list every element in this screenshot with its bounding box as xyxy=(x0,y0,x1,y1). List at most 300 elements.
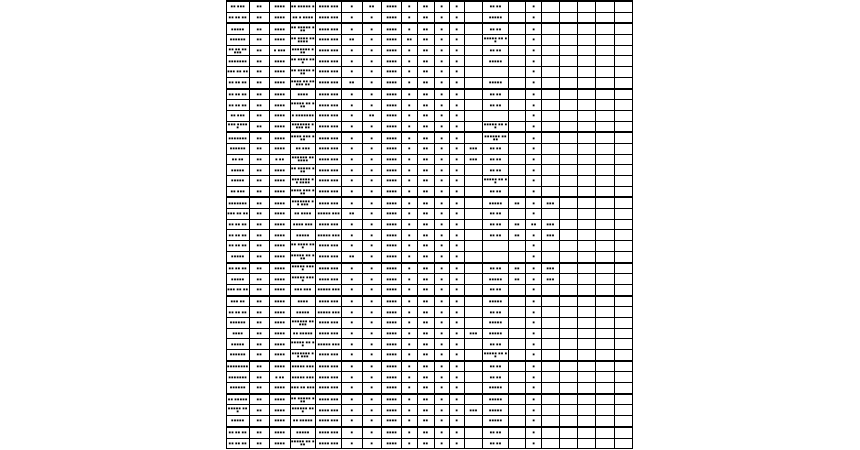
table-cell xyxy=(464,284,482,295)
table-cell: ■ xyxy=(402,100,417,111)
table-cell xyxy=(614,165,633,176)
table-cell: ■■ xyxy=(249,176,269,187)
table-cell: ■ xyxy=(449,394,464,405)
table-cell: ■■ xyxy=(249,165,269,176)
table-cell: ■ xyxy=(526,176,542,187)
table-cell xyxy=(559,56,577,67)
table-cell: ■ xyxy=(342,143,362,154)
table-cell xyxy=(542,438,559,449)
table-cell: ■■■■■ xyxy=(483,12,509,23)
table-cell: ■■■■ ■■ ■■■■■ ■■ xyxy=(290,77,316,88)
table-cell: ■ xyxy=(449,143,464,154)
table-cell xyxy=(542,394,559,405)
table-cell xyxy=(596,307,614,318)
table-cell: ■■ xyxy=(417,45,434,56)
table-cell: ■■ ■■ ■■ xyxy=(227,100,250,111)
table-cell: ■ xyxy=(402,251,417,262)
table-cell: ■ xyxy=(362,77,381,88)
table-cell: ■■ xyxy=(249,307,269,318)
table-cell: ■■ xyxy=(249,219,269,230)
table-cell xyxy=(596,328,614,339)
table-cell: ■■■■ xyxy=(382,230,402,241)
table-cell: ■■■■■■■ xyxy=(227,56,250,67)
table-cell: ■ xyxy=(362,89,381,100)
table-cell: ■■■■ xyxy=(290,296,316,307)
table-cell: ■ xyxy=(342,23,362,34)
table-cell: ■■■■ xyxy=(382,350,402,361)
table-cell: ■■ ■■■ xyxy=(290,143,316,154)
table-cell: ■ xyxy=(449,372,464,383)
table-cell xyxy=(614,209,633,220)
table-cell: ■■■■ xyxy=(382,45,402,56)
table-cell: ■■■■ ■■■ xyxy=(316,56,342,67)
table-cell xyxy=(464,307,482,318)
table-cell: ■■ xyxy=(417,427,434,438)
table-cell xyxy=(614,372,633,383)
table-cell: ■ xyxy=(342,427,362,438)
table-cell xyxy=(577,1,595,12)
table-cell: ■■■■ xyxy=(382,165,402,176)
table-cell xyxy=(559,209,577,220)
table-cell: ■■■■ xyxy=(382,77,402,88)
table-cell: ■■■■ xyxy=(270,197,290,208)
table-row xyxy=(227,143,633,154)
table-cell: ■■■ ■■ ■■■ xyxy=(290,383,316,394)
table-cell: ■ xyxy=(342,372,362,383)
table-cell xyxy=(596,284,614,295)
table-cell xyxy=(577,361,595,372)
table-cell xyxy=(464,394,482,405)
table-cell: ■ xyxy=(526,361,542,372)
table-cell: ■ xyxy=(402,67,417,78)
table-cell: ■■ xyxy=(417,372,434,383)
table-cell xyxy=(542,284,559,295)
table-cell: ■ xyxy=(449,296,464,307)
table-cell xyxy=(614,241,633,252)
table-cell: ■■■■■ ■■ ■■ xyxy=(290,339,316,350)
table-cell xyxy=(559,405,577,416)
table-cell: ■■ xyxy=(417,1,434,12)
table-row xyxy=(227,100,633,111)
table-cell xyxy=(509,77,526,88)
table-cell: ■■ ■ ■■■■ xyxy=(290,12,316,23)
table-cell: ■■ xyxy=(249,23,269,34)
table-cell xyxy=(559,77,577,88)
table-row xyxy=(227,274,633,285)
table-cell: ■ xyxy=(449,209,464,220)
table-cell xyxy=(577,89,595,100)
table-cell: ■ xyxy=(434,307,449,318)
table-cell xyxy=(614,132,633,143)
table-cell: ■ xyxy=(526,89,542,100)
table-cell: ■■ xyxy=(249,317,269,328)
table-cell xyxy=(559,317,577,328)
table-cell xyxy=(596,339,614,350)
table-cell: ■■ xyxy=(342,251,362,262)
table-cell: ■ xyxy=(434,263,449,274)
table-cell xyxy=(559,383,577,394)
table-cell: ■ xyxy=(402,394,417,405)
table-cell xyxy=(614,35,633,46)
table-cell: ■■■■■■ ■■ ■■■■ xyxy=(290,154,316,165)
table-cell: ■ xyxy=(362,274,381,285)
table-cell xyxy=(577,394,595,405)
table-row xyxy=(227,77,633,88)
table-cell: ■■■■ xyxy=(270,67,290,78)
table-cell: ■ xyxy=(342,67,362,78)
table-cell: ■■ ■■ xyxy=(483,438,509,449)
table-cell: ■■■■ ■■■ xyxy=(316,165,342,176)
table-cell: ■ xyxy=(434,274,449,285)
table-cell xyxy=(614,89,633,100)
table-cell xyxy=(509,438,526,449)
table-cell: ■ xyxy=(402,296,417,307)
table-cell: ■■■■ xyxy=(270,12,290,23)
table-cell xyxy=(614,56,633,67)
table-cell xyxy=(596,296,614,307)
table-cell: ■ xyxy=(526,350,542,361)
table-cell: ■■■■■ xyxy=(290,307,316,318)
table-cell: ■■ ■■ xyxy=(483,284,509,295)
table-cell: ■ xyxy=(362,176,381,187)
table-cell: ■■■ xyxy=(464,328,482,339)
table-cell: ■ xyxy=(434,328,449,339)
table-row xyxy=(227,317,633,328)
table-cell: ■■ xyxy=(342,77,362,88)
table-cell: ■ xyxy=(362,394,381,405)
table-cell: ■■■■ xyxy=(382,132,402,143)
table-cell: ■■ ■■■■■ xyxy=(290,416,316,427)
table-cell: ■■ xyxy=(417,132,434,143)
table-cell: ■ xyxy=(402,12,417,23)
table-cell: ■■ ■■ xyxy=(483,361,509,372)
table-cell xyxy=(542,350,559,361)
table-cell: ■■ ■■ xyxy=(483,89,509,100)
table-cell: ■■ ■■ xyxy=(483,209,509,220)
table-cell: ■■■■■ xyxy=(290,230,316,241)
table-cell: ■■■■■ ■■■ xyxy=(227,405,250,416)
table-cell: ■■■■ xyxy=(382,317,402,328)
table-cell: ■■ xyxy=(249,241,269,252)
table-cell: ■ xyxy=(402,405,417,416)
table-cell: ■ xyxy=(362,328,381,339)
table-cell: ■ xyxy=(434,132,449,143)
table-cell: ■ xyxy=(402,209,417,220)
table-cell: ■■■■ ■■■ xyxy=(316,197,342,208)
table-cell xyxy=(614,100,633,111)
table-cell: ■ ■■ xyxy=(270,372,290,383)
table-cell xyxy=(577,274,595,285)
table-cell xyxy=(577,121,595,132)
table-cell: ■■■■ xyxy=(382,416,402,427)
table-cell xyxy=(596,251,614,262)
table-cell: ■■■■ xyxy=(270,361,290,372)
table-cell: ■■ ■■ xyxy=(483,427,509,438)
table-cell xyxy=(559,416,577,427)
table-cell: ■■ ■■ xyxy=(483,307,509,318)
table-cell: ■■■■ xyxy=(382,12,402,23)
table-cell: ■ xyxy=(526,394,542,405)
table-cell: ■■ xyxy=(417,77,434,88)
table-cell xyxy=(464,56,482,67)
table-cell: ■■ xyxy=(417,165,434,176)
scanned-table-sheet xyxy=(226,0,633,450)
table-cell: ■ xyxy=(449,427,464,438)
table-cell xyxy=(596,438,614,449)
table-cell xyxy=(614,284,633,295)
table-cell: ■■■ xyxy=(542,219,559,230)
table-cell xyxy=(614,383,633,394)
table-cell: ■■ ■■ xyxy=(483,143,509,154)
table-cell: ■ xyxy=(526,110,542,121)
table-cell xyxy=(542,296,559,307)
table-cell: ■ xyxy=(342,274,362,285)
table-cell xyxy=(559,154,577,165)
table-cell xyxy=(596,67,614,78)
table-cell xyxy=(509,165,526,176)
table-cell: ■■ ■■ xyxy=(483,165,509,176)
table-cell: ■■ xyxy=(417,121,434,132)
table-cell: ■■■ xyxy=(542,197,559,208)
table-cell: ■ xyxy=(526,317,542,328)
table-cell: ■ xyxy=(526,45,542,56)
table-cell: ■■■■ ■■■ xyxy=(316,132,342,143)
table-cell xyxy=(542,100,559,111)
table-cell: ■■ xyxy=(417,274,434,285)
table-cell xyxy=(509,67,526,78)
table-cell: ■ xyxy=(402,121,417,132)
table-cell: ■ xyxy=(342,339,362,350)
table-cell: ■■■■■ xyxy=(483,77,509,88)
table-cell xyxy=(542,186,559,197)
table-cell: ■ xyxy=(449,438,464,449)
table-cell: ■■■■ ■■■ xyxy=(316,405,342,416)
table-cell: ■■ ■■■■ ■■ ■■■■ xyxy=(290,35,316,46)
table-row xyxy=(227,263,633,274)
table-cell: ■■■■ xyxy=(270,89,290,100)
table-cell: ■■ ■■ ■■ xyxy=(227,12,250,23)
table-cell xyxy=(559,251,577,262)
table-cell: ■ xyxy=(434,67,449,78)
table-cell: ■■ ■■ xyxy=(483,100,509,111)
table-cell: ■ xyxy=(526,197,542,208)
table-cell: ■■ ■■ xyxy=(227,154,250,165)
table-cell: ■■ xyxy=(509,197,526,208)
table-cell xyxy=(577,143,595,154)
table-cell: ■■ xyxy=(249,45,269,56)
table-cell: ■ xyxy=(434,317,449,328)
table-cell xyxy=(542,154,559,165)
table-cell: ■■ xyxy=(249,121,269,132)
table-cell: ■ xyxy=(449,197,464,208)
table-cell: ■■■■ ■■■ xyxy=(316,110,342,121)
table-cell: ■ xyxy=(526,427,542,438)
table-cell xyxy=(596,350,614,361)
table-cell: ■■■■ ■■■ ■■■ xyxy=(290,186,316,197)
table-cell xyxy=(464,197,482,208)
table-cell xyxy=(614,438,633,449)
table-cell: ■■■■ xyxy=(382,56,402,67)
table-cell: ■ xyxy=(362,154,381,165)
table-cell: ■■ xyxy=(249,230,269,241)
table-cell: ■■■■ xyxy=(270,77,290,88)
table-cell: ■■■■■ ■■ ■■ xyxy=(483,176,509,187)
table-cell: ■■■■ xyxy=(382,328,402,339)
table-cell xyxy=(464,427,482,438)
table-cell xyxy=(509,110,526,121)
table-cell: ■■ xyxy=(509,219,526,230)
table-cell: ■ xyxy=(526,35,542,46)
table-cell: ■■ xyxy=(417,197,434,208)
table-cell: ■■■■ xyxy=(382,383,402,394)
table-cell: ■ xyxy=(434,143,449,154)
table-cell: ■ xyxy=(402,350,417,361)
table-cell: ■■■■ ■■■ xyxy=(316,241,342,252)
table-row xyxy=(227,197,633,208)
table-cell: ■■■■ xyxy=(382,143,402,154)
table-cell: ■ xyxy=(434,251,449,262)
table-cell xyxy=(614,197,633,208)
table-row xyxy=(227,219,633,230)
table-cell xyxy=(464,45,482,56)
table-cell: ■■■■ ■■■ xyxy=(316,219,342,230)
table-cell: ■ xyxy=(526,121,542,132)
table-cell: ■ xyxy=(526,143,542,154)
table-cell xyxy=(464,186,482,197)
table-cell: ■ ■■■■■■■ xyxy=(290,110,316,121)
table-cell xyxy=(614,110,633,121)
table-cell xyxy=(577,132,595,143)
table-cell xyxy=(464,274,482,285)
table-cell: ■ xyxy=(342,89,362,100)
table-cell xyxy=(614,317,633,328)
table-cell: ■■■■ xyxy=(270,100,290,111)
table-cell xyxy=(559,361,577,372)
table-row xyxy=(227,383,633,394)
table-cell: ■ xyxy=(526,438,542,449)
table-cell: ■ xyxy=(526,154,542,165)
table-cell: ■ xyxy=(362,35,381,46)
table-cell: ■ xyxy=(402,154,417,165)
table-cell xyxy=(464,176,482,187)
table-cell: ■ xyxy=(449,12,464,23)
table-cell: ■ xyxy=(402,77,417,88)
table-cell: ■■ xyxy=(417,251,434,262)
table-cell xyxy=(542,35,559,46)
table-cell: ■■ xyxy=(417,89,434,100)
table-cell: ■■ xyxy=(417,361,434,372)
table-cell: ■ xyxy=(449,165,464,176)
table-cell xyxy=(464,121,482,132)
table-cell xyxy=(559,12,577,23)
table-cell: ■ xyxy=(526,383,542,394)
table-cell: ■ xyxy=(342,383,362,394)
table-row xyxy=(227,284,633,295)
table-cell: ■■ ■■ ■■ xyxy=(227,427,250,438)
table-cell xyxy=(577,219,595,230)
table-cell xyxy=(542,416,559,427)
table-cell: ■■■■ xyxy=(382,251,402,262)
table-cell: ■■■■ xyxy=(382,23,402,34)
table-cell xyxy=(577,110,595,121)
table-cell: ■■ ■■■ xyxy=(227,186,250,197)
table-cell xyxy=(559,328,577,339)
table-cell: ■■ xyxy=(417,339,434,350)
table-cell: ■■■■ xyxy=(382,89,402,100)
table-cell: ■ xyxy=(449,132,464,143)
table-cell: ■■ ■■■■ ■■■ xyxy=(290,241,316,252)
table-cell: ■ xyxy=(449,405,464,416)
table-cell: ■■ ■■ xyxy=(483,186,509,197)
table-cell: ■■■■ xyxy=(270,317,290,328)
table-cell: ■ xyxy=(526,230,542,241)
table-cell xyxy=(577,317,595,328)
table-cell xyxy=(614,77,633,88)
table-cell: ■■■■■ ■■■ xyxy=(290,372,316,383)
table-cell: ■■ xyxy=(417,350,434,361)
table-cell xyxy=(509,372,526,383)
table-cell xyxy=(577,197,595,208)
table-cell: ■■■■■ ■■ ■■ xyxy=(483,121,509,132)
table-cell xyxy=(509,350,526,361)
table-cell: ■ xyxy=(526,77,542,88)
table-cell xyxy=(559,394,577,405)
table-cell xyxy=(559,121,577,132)
table-cell xyxy=(542,89,559,100)
table-cell: ■ xyxy=(362,438,381,449)
table-cell: ■ xyxy=(434,154,449,165)
table-cell: ■■ xyxy=(417,143,434,154)
table-cell xyxy=(542,12,559,23)
table-cell xyxy=(559,438,577,449)
table-cell: ■ xyxy=(342,197,362,208)
table-cell: ■ xyxy=(342,284,362,295)
table-cell xyxy=(542,110,559,121)
table-cell xyxy=(577,438,595,449)
table-cell: ■■ xyxy=(249,416,269,427)
table-cell: ■■ ■■■ xyxy=(227,1,250,12)
table-cell xyxy=(577,77,595,88)
table-row xyxy=(227,209,633,220)
table-cell: ■ xyxy=(362,67,381,78)
table-cell: ■■ xyxy=(249,251,269,262)
table-cell xyxy=(559,143,577,154)
table-cell xyxy=(464,350,482,361)
table-cell: ■ xyxy=(402,328,417,339)
table-cell: ■■■■ xyxy=(382,176,402,187)
table-cell: ■■■■ ■■■ xyxy=(316,251,342,262)
table-cell: ■■ ■■■ xyxy=(227,110,250,121)
table-cell: ■ xyxy=(402,438,417,449)
table-cell xyxy=(509,89,526,100)
table-cell: ■ xyxy=(342,132,362,143)
table-row xyxy=(227,23,633,34)
table-cell xyxy=(577,176,595,187)
table-cell: ■■ xyxy=(249,274,269,285)
table-cell: ■■■■ xyxy=(382,296,402,307)
table-cell xyxy=(596,23,614,34)
table-cell: ■■ xyxy=(417,438,434,449)
table-cell: ■■■■ ■■■ xyxy=(316,427,342,438)
table-cell: ■■ ■■ ■■ xyxy=(227,89,250,100)
table-cell: ■ xyxy=(449,307,464,318)
table-cell: ■ xyxy=(342,110,362,121)
table-cell xyxy=(542,23,559,34)
table-cell: ■■■ xyxy=(542,274,559,285)
table-cell: ■■■ ■■■■■ xyxy=(227,121,250,132)
table-cell: ■■■■■ ■■■■ xyxy=(290,263,316,274)
table-cell: ■ xyxy=(449,45,464,56)
